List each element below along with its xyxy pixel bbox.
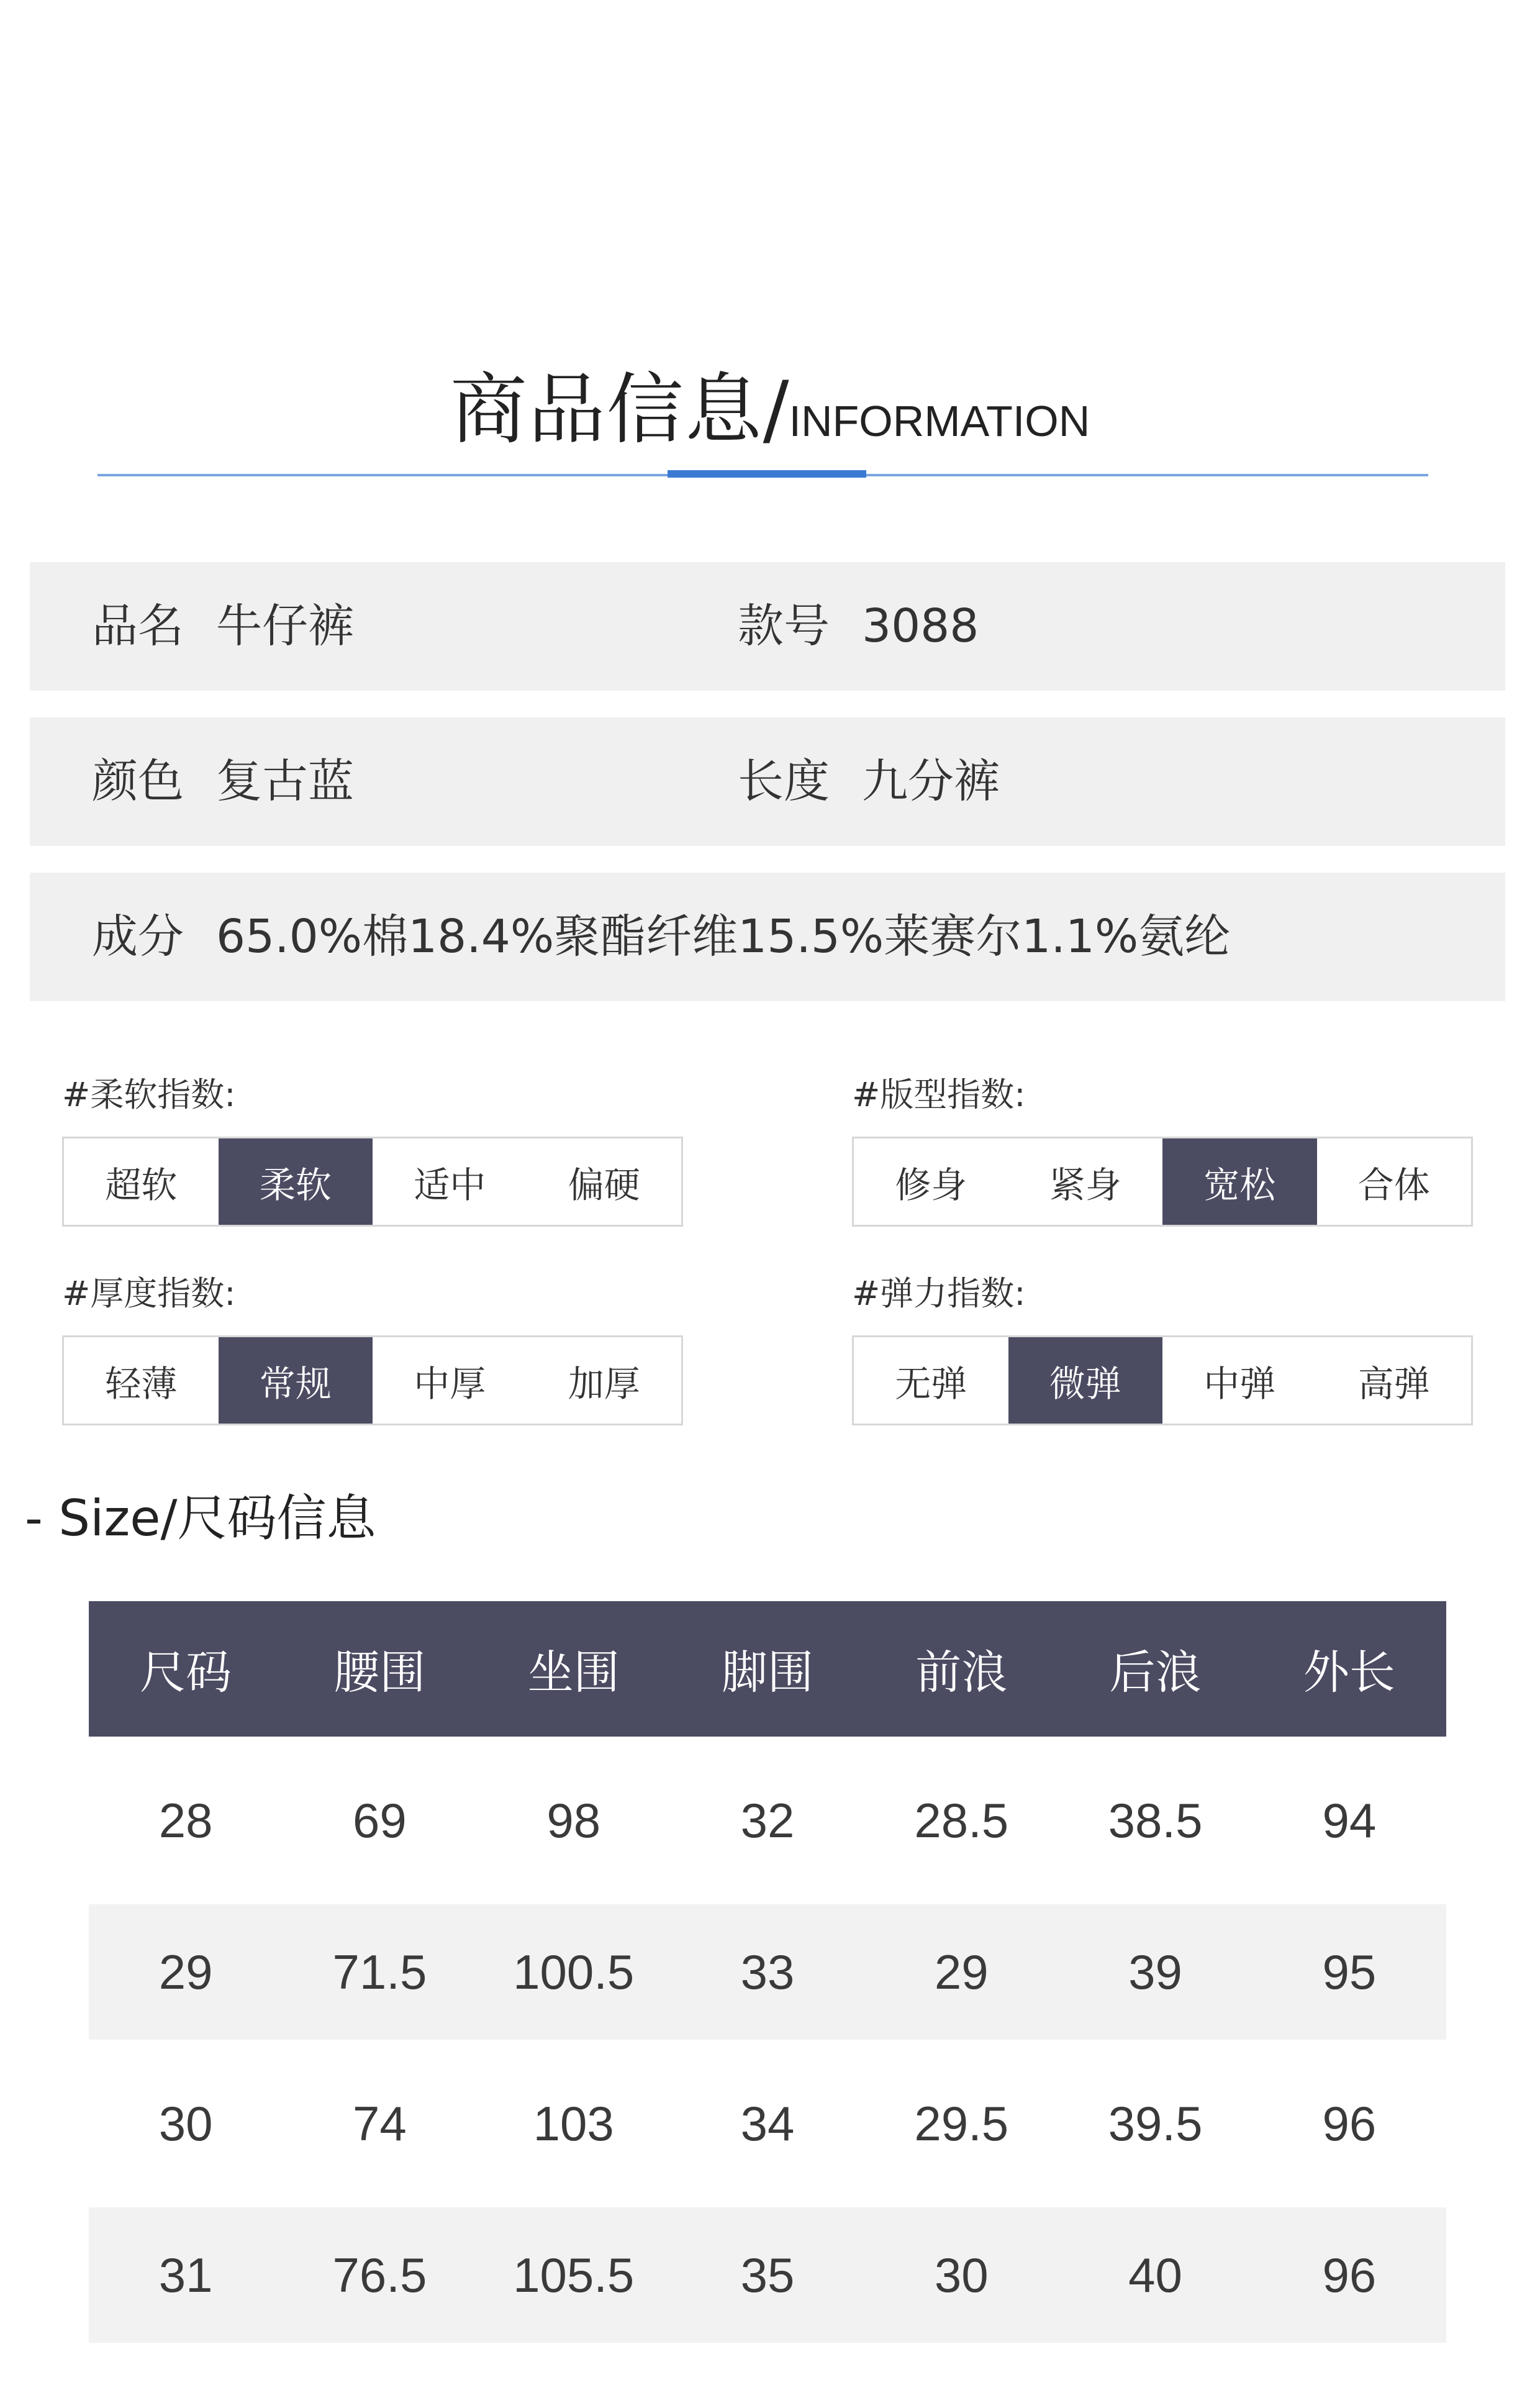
elasticity-option[interactable]: 高弹 [1357,1362,1430,1405]
title-en: INFORMATION [789,397,1090,445]
softness-index-selector [62,1137,683,1227]
color-label: 颜色 [92,755,184,808]
style-label: 款号 [738,599,830,653]
name-value: 牛仔裤 [216,599,354,653]
table-cell: 31 [158,2247,213,2302]
composition-value: 65.0%棉18.4%聚酯纤维15.5%莱赛尔1.1%氨纶 [216,910,1231,963]
table-cell: 100.5 [513,1944,635,1999]
thickness-option[interactable]: 中厚 [414,1362,486,1405]
softness-option[interactable]: 偏硬 [568,1163,640,1206]
column-header: 尺码 [140,1646,232,1699]
table-row [89,1904,1446,2040]
style-value: 3088 [862,599,979,653]
table-cell: 95 [1322,1944,1377,1999]
table-cell: 96 [1322,2247,1377,2302]
thickness-option[interactable]: 轻薄 [105,1362,178,1405]
table-cell: 105.5 [513,2247,635,2302]
table-cell: 29 [934,1944,989,1999]
table-row [89,1753,1446,1888]
table-cell: 32 [740,1792,795,1848]
column-header: 脚围 [721,1646,813,1699]
thickness-option[interactable]: 加厚 [568,1362,640,1405]
softness-index-title: #柔软指数: [62,1075,236,1114]
table-cell: 29.5 [914,2096,1009,2151]
size-table-header [89,1601,1446,1737]
fit-option[interactable]: 紧身 [1049,1163,1121,1206]
table-cell: 39.5 [1108,2096,1203,2151]
table-cell: 28 [158,1792,213,1848]
thickness-option[interactable]: 常规 [219,1337,373,1424]
table-cell: 29 [158,1944,213,1999]
info-row-name-style [30,562,1505,691]
elasticity-index-title: #弹力指数: [852,1274,1026,1313]
info-row-color-length [30,717,1505,846]
table-cell: 96 [1322,2096,1377,2151]
table-cell: 69 [353,1792,407,1848]
softness-option[interactable]: 柔软 [219,1138,373,1225]
fit-option[interactable]: 宽松 [1162,1138,1317,1225]
fit-index-selector [852,1137,1473,1227]
table-cell: 35 [740,2247,795,2302]
softness-option[interactable]: 适中 [414,1163,486,1206]
table-row [89,2207,1446,2343]
length-value: 九分裤 [862,755,1000,808]
page-title [0,348,1540,458]
elasticity-index-selector [852,1335,1473,1425]
column-header: 腰围 [333,1646,426,1699]
table-cell: 30 [158,2096,213,2151]
info-row-composition [30,873,1505,1001]
table-cell: 98 [546,1792,601,1848]
table-cell: 40 [1128,2247,1182,2302]
table-cell: 71.5 [332,1944,427,1999]
table-cell: 34 [740,2096,795,2151]
fit-option[interactable]: 修身 [895,1163,967,1206]
thickness-index-selector [62,1335,683,1425]
elasticity-option[interactable]: 无弹 [895,1362,967,1405]
table-cell: 38.5 [1108,1792,1203,1848]
table-cell: 94 [1322,1792,1377,1848]
column-header: 外长 [1303,1646,1395,1699]
table-cell: 30 [934,2247,989,2302]
column-header: 前浪 [915,1646,1008,1699]
table-cell: 76.5 [332,2247,427,2302]
title-slash: / [763,365,789,455]
fit-option[interactable]: 合体 [1357,1163,1430,1206]
table-cell: 74 [353,2096,407,2151]
table-cell: 103 [533,2096,614,2151]
size-section-heading: - Size/尺码信息 [25,1489,376,1547]
composition-label: 成分 [92,910,184,963]
name-label: 品名 [92,599,184,653]
table-cell: 28.5 [914,1792,1009,1848]
table-cell: 39 [1128,1944,1182,1999]
table-cell: 33 [740,1944,795,1999]
fit-index-title: #版型指数: [852,1075,1026,1114]
header-divider-accent [668,470,866,478]
length-label: 长度 [738,755,830,808]
column-header: 坐围 [527,1646,620,1699]
column-header: 后浪 [1109,1646,1202,1699]
elasticity-option[interactable]: 中弹 [1203,1362,1276,1405]
size-table [89,1601,1446,2343]
thickness-index-title: #厚度指数: [62,1274,236,1313]
color-value: 复古蓝 [216,755,354,808]
softness-option[interactable]: 超软 [105,1163,178,1206]
elasticity-option[interactable]: 微弹 [1008,1337,1163,1424]
title-zh: 商品信息 [450,365,763,455]
table-row [89,2056,1446,2191]
